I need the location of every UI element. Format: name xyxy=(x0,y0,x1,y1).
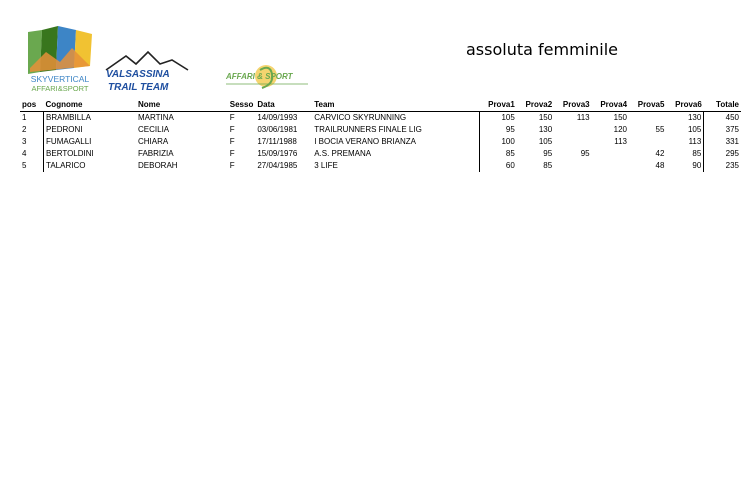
cell-prova5: 42 xyxy=(655,149,665,158)
cell-prova6: 90 xyxy=(666,160,703,172)
table-row xyxy=(20,124,741,136)
cell-prova5 xyxy=(629,112,666,125)
cell-pos: 4 xyxy=(22,149,27,158)
affari-sport-logo xyxy=(224,62,312,94)
cell-totale: 295 xyxy=(725,149,739,158)
cell-prova4: 120 xyxy=(613,125,628,134)
cell-nome: DEBORAH xyxy=(138,161,178,170)
cell-team: I BOCIA VERANO BRIANZA xyxy=(312,136,479,148)
affari-text: AFFARI & SPORT xyxy=(226,72,293,81)
cell-data: 17/11/1988 xyxy=(257,137,297,146)
cell-prova2: 150 xyxy=(538,113,553,122)
cell-prova6: 113 xyxy=(666,136,703,148)
cell-data: 14/09/1993 xyxy=(257,113,298,122)
header-team: Team xyxy=(312,99,479,112)
header-nome: Nome xyxy=(136,99,228,112)
cell-prova1: 105 xyxy=(501,113,515,122)
cell-prova5 xyxy=(629,136,666,148)
cell-pos: 2 xyxy=(22,125,27,134)
cell-cognome: PEDRONI xyxy=(44,124,136,136)
cell-totale: 375 xyxy=(725,125,739,134)
table-header-row xyxy=(20,99,741,112)
skyvertical-logo xyxy=(24,24,96,96)
table-row xyxy=(20,148,741,160)
cell-team: CARVICO SKYRUNNING xyxy=(312,112,479,125)
cell-pos: 5 xyxy=(22,161,27,170)
cell-data: 27/04/1985 xyxy=(257,161,298,170)
cell-prova5: 55 xyxy=(655,125,665,134)
cell-cognome: BRAMBILLA xyxy=(44,112,136,125)
header-cognome: Cognome xyxy=(44,99,136,112)
header-data: Data xyxy=(255,99,312,112)
cell-pos: 3 xyxy=(22,137,27,146)
cell-totale: 331 xyxy=(725,137,739,146)
cell-nome: CHIARA xyxy=(138,137,169,146)
cell-prova6: 85 xyxy=(666,148,703,160)
cell-nome: MARTINA xyxy=(138,113,174,122)
cell-totale: 450 xyxy=(725,113,739,122)
cell-sesso: F xyxy=(229,149,235,158)
cell-nome: CECILIA xyxy=(138,125,170,134)
cell-prova5: 48 xyxy=(655,161,665,170)
skyvertical-line1: SKYVERTICAL xyxy=(30,74,90,84)
cell-data: 15/09/1976 xyxy=(257,149,298,158)
cell-team: A.S. PREMANA xyxy=(312,148,479,160)
cell-totale: 235 xyxy=(725,161,739,170)
cell-prova3 xyxy=(554,160,591,172)
cell-cognome: BERTOLDINI xyxy=(44,148,136,160)
page-title: assoluta femminile xyxy=(466,40,618,59)
cell-cognome: TALARICO xyxy=(44,160,136,172)
cell-sesso: F xyxy=(229,137,235,146)
cell-prova3 xyxy=(554,124,591,136)
cell-pos: 1 xyxy=(22,113,27,122)
cell-prova4: 113 xyxy=(614,137,628,146)
cell-nome: FABRIZIA xyxy=(138,149,174,158)
header-prova6: Prova6 xyxy=(666,99,703,112)
header-totale: Totale xyxy=(704,99,741,112)
cell-sesso: F xyxy=(229,161,235,170)
header-prova5: Prova5 xyxy=(629,99,666,112)
cell-prova6: 130 xyxy=(666,112,703,125)
cell-sesso: F xyxy=(229,113,235,122)
cell-prova4 xyxy=(592,160,629,172)
cell-team: TRAILRUNNERS FINALE LIG xyxy=(312,124,479,136)
cell-prova3 xyxy=(554,136,591,148)
cell-prova4 xyxy=(592,148,629,160)
table-row xyxy=(20,136,741,148)
valsassina-line2: TRAIL TEAM xyxy=(108,82,169,93)
valsassina-logo xyxy=(102,50,192,96)
header-pos: pos xyxy=(20,99,44,112)
cell-team: 3 LIFE xyxy=(312,160,479,172)
cell-prova1: 100 xyxy=(501,137,515,146)
header-prova4: Prova4 xyxy=(592,99,629,112)
cell-prova1: 85 xyxy=(505,149,515,158)
cell-prova1: 60 xyxy=(505,161,515,170)
cell-prova3: 95 xyxy=(580,149,590,158)
cell-prova2: 95 xyxy=(543,149,553,158)
cell-prova3: 113 xyxy=(576,113,590,122)
skyvertical-line2: AFFARI&SPORT xyxy=(31,84,89,93)
table-row xyxy=(20,160,741,172)
header-prova2: Prova2 xyxy=(517,99,554,112)
table-row xyxy=(20,112,741,125)
header-sesso: Sesso xyxy=(228,99,256,112)
cell-prova2: 130 xyxy=(538,125,553,134)
cell-prova4: 150 xyxy=(613,113,628,122)
cell-prova2: 85 xyxy=(543,161,553,170)
cell-data: 03/06/1981 xyxy=(257,125,298,134)
valsassina-line1: VALSASSINA xyxy=(106,69,170,80)
cell-cognome: FUMAGALLI xyxy=(44,136,136,148)
results-table xyxy=(20,99,741,172)
header-prova3: Prova3 xyxy=(554,99,591,112)
cell-prova6: 105 xyxy=(666,124,703,136)
header-prova1: Prova1 xyxy=(479,99,516,112)
cell-sesso: F xyxy=(229,125,235,134)
cell-prova1: 95 xyxy=(505,125,515,134)
cell-prova2: 105 xyxy=(538,137,553,146)
